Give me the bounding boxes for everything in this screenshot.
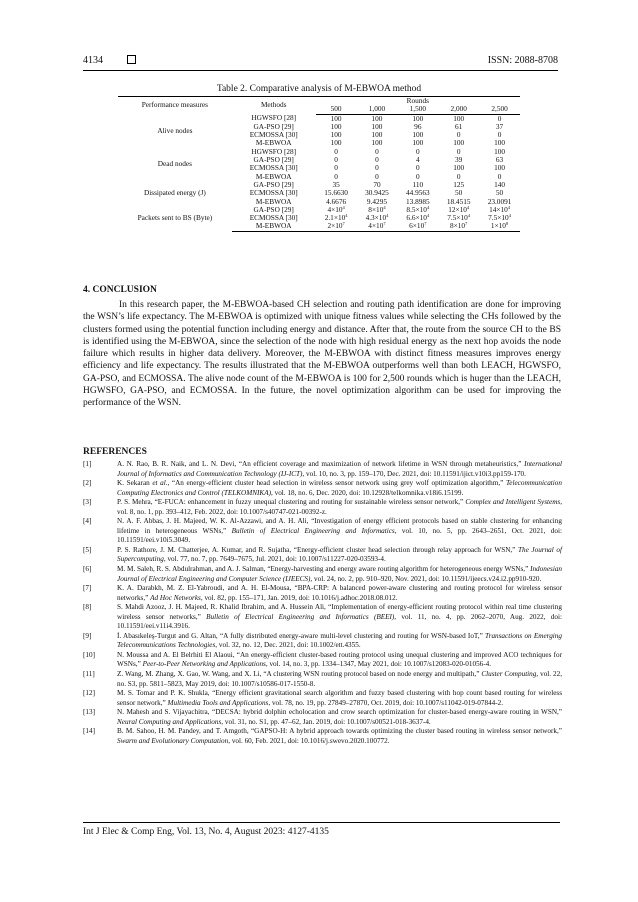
measure-cell: Packets sent to BS (Byte) <box>137 213 213 223</box>
value-mantissa: 4.3×10 <box>365 213 387 223</box>
reference-venue: Cluster Computing <box>481 670 537 679</box>
value-cell <box>479 222 520 231</box>
method-cell: M-EBWOA <box>255 196 292 206</box>
reference-text: K. Sekaran <box>117 479 153 488</box>
reference-details: , vol. 82, pp. 155–171, Jan. 2019, doi: 10.1016/j.adhoc.2018.08.012. <box>200 593 398 602</box>
reference-item <box>83 546 562 565</box>
table-caption: Table 2. Comparative analysis of M-EBWOA method <box>216 84 422 94</box>
value-cell: 125 <box>453 179 465 189</box>
reference-number: [5] <box>83 545 92 554</box>
header-rounds: Rounds <box>316 97 520 106</box>
reference-number: [1] <box>83 460 92 468</box>
value-cell: 23.0091 <box>487 196 512 206</box>
reference-venue: Neural Computing and Applications <box>117 717 222 726</box>
reference-details: , vol. 18, no. 6, Dec. 2020, doi: 10.12928/telkomnika.v18i6.15199. <box>271 488 464 497</box>
value-cell: 0 <box>375 171 379 181</box>
value-cell: 4.6676 <box>326 196 347 206</box>
value-cell: 0 <box>415 171 420 181</box>
reference-details: , vol. 24, no. 2, pp. 910–920, Nov. 2021, doi: 10.11591/ijeecs.v24.i2.pp910-920. <box>310 574 542 583</box>
value-cell: 70 <box>373 179 381 189</box>
value-cell: 96 <box>414 121 422 131</box>
value-cell: 0 <box>334 146 338 156</box>
reference-item <box>83 565 562 584</box>
value-cell: 0 <box>415 146 420 156</box>
reference-details: , vol. 10, no. 5, pp. 2643–2651, Oct. 2021, doi: 10.11591/eei.v10i5.3049. <box>117 526 562 545</box>
reference-details: , vol. 14, no. 3, pp. 1334–1347, May 2021, doi: 10.1007/s12083-020-01056-4. <box>265 660 492 669</box>
value-exponent: 4 <box>342 204 345 210</box>
header-methods: Methods <box>232 97 316 115</box>
method-cell: GA-PSO [29] <box>253 155 294 165</box>
value-cell: 100 <box>330 121 342 131</box>
value-exponent: 4 <box>467 213 471 219</box>
reference-number: [9] <box>83 631 92 640</box>
reference-number: [4] <box>83 517 92 526</box>
value-mantissa: 6×10 <box>409 221 425 231</box>
reference-item <box>83 651 562 670</box>
value-exponent: 7 <box>465 221 468 227</box>
reference-text: İ. Abasıkeleş-Turgut and G. Altan, “A fully distributed energy-aware multi-level clustering and routing for WSN-based IoT,” <box>117 631 486 640</box>
value-cell: 140 <box>494 179 506 189</box>
method-cell: M-EBWOA <box>255 171 292 181</box>
value-cell: 63 <box>495 155 504 165</box>
value-cell: 0 <box>497 130 502 140</box>
method-cell: HGWSFO [28] <box>251 146 297 156</box>
value-cell: 37 <box>495 121 504 131</box>
value-cell: 100 <box>371 113 383 123</box>
value-exponent: 4 <box>508 213 511 219</box>
value-cell <box>316 222 357 231</box>
header-measures: Performance measures <box>118 97 232 115</box>
reference-venue: Ad Hoc Networks <box>150 593 201 602</box>
value-mantissa: 8.5×10 <box>406 204 427 214</box>
header-round-1500: 1,500 <box>397 105 438 114</box>
value-cell: 100 <box>412 130 424 140</box>
method-cell: ECMOSSA [30] <box>249 213 298 223</box>
reference-text: S. Mahdi Azooz, J. H. Majeed, R. Khalid Ibrahim, and A. Hussein Ali, “Implementation of energy-efficient routing protocol within real time clustering wireless sensor networks,” <box>117 603 562 621</box>
reference-text: B. M. Sahoo, H. M. Pandey, and T. Amgoth, “GAPSO-H: A hybrid approach towards optimizing the cluster based routing in wireless sensor network,” <box>117 727 562 736</box>
reference-item <box>83 498 562 517</box>
reference-details: , vol. 11, no. 4, pp. 2062–2070, Aug. 2022, doi: 10.11591/eei.v11i4.3916. <box>117 612 562 631</box>
reference-venue: Telecommunication Computing Electronics and Control (TELKOMNIKA) <box>117 479 562 497</box>
header-round-2000: 2,000 <box>438 105 479 114</box>
references-heading: REFERENCES <box>83 447 147 457</box>
reference-item <box>83 517 562 546</box>
value-exponent: 4 <box>507 204 511 210</box>
conclusion-heading: 4. CONCLUSION <box>83 285 157 295</box>
value-cell: 0 <box>497 171 502 181</box>
reference-details: , vol. 78, no. 19, pp. 27849–27870, Oct. 2019, doi: 10.1007/s11042-019-07844-2. <box>268 698 504 707</box>
reference-text: P. S. Mehra, “E-FUCA: enhancement in fuzzy unequal clustering and routing for sustainable wireless sensor network,” <box>117 498 466 507</box>
value-cell: 50 <box>495 188 504 198</box>
value-mantissa: 14×10 <box>489 204 508 214</box>
reference-venue: Peer-to-Peer Networking and Applications <box>142 660 266 669</box>
reference-etal: et al. <box>152 479 168 488</box>
page-number: 4134 <box>83 55 103 66</box>
reference-text: A. N. Rao, B. R. Naik, and L. N. Devi, “An efficient coverage and maximization of network lifetime in WSN through metaheuristics,” <box>117 460 525 468</box>
reference-number: [3] <box>83 498 92 507</box>
value-cell: 100 <box>412 138 424 148</box>
comparison-table <box>118 96 520 232</box>
reference-text: M. M. Saleh, R. S. Abdulrahman, and A. J. Salman, “Energy-harvesting and energy aware routing algorithm for heterogeneous energy WSNs,” <box>117 565 531 574</box>
value-mantissa: 8×10 <box>368 204 384 214</box>
reference-number: [14] <box>83 727 95 736</box>
reference-venue: Bulletin of Electrical Engineering and Informatics (BEEI) <box>206 612 395 621</box>
reference-venue: Indonesian Journal of Electrical Engineering and Computer Science (IJEECS) <box>117 565 563 583</box>
method-cell: M-EBWOA <box>232 222 316 231</box>
value-exponent: 7 <box>383 221 386 227</box>
value-cell <box>357 222 398 231</box>
value-exponent: 7 <box>342 221 345 227</box>
reference-details: , vol. 22, no. S3, pp. 5811–5823, May 2019, doi: 10.1007/s10586-017-1550-8. <box>117 670 562 688</box>
reference-item <box>83 727 562 746</box>
reference-venue: Bulletin of Electrical Engineering and Informatics <box>231 526 395 535</box>
value-cell <box>397 222 438 231</box>
reference-item <box>83 708 562 727</box>
value-cell: 0 <box>334 155 338 165</box>
value-mantissa: 7.5×10 <box>447 213 468 223</box>
reference-venue: Multimedia Tools and Applications <box>167 698 269 707</box>
reference-text: Z. Wang, M. Zhang, X. Gao, W. Wang, and X. Li, “A clustering WSN routing protocol based on node energy and multipath,” <box>117 670 482 679</box>
reference-text: N. Moussa and A. El Belrhiti El Alaoui, “An energy-efficient cluster-based routing protocol using unequal clustering and improved ACO techniques for WSNs,” <box>117 650 562 669</box>
value-cell: 100 <box>330 138 342 148</box>
method-cell: ECMOSSA [30] <box>249 130 298 140</box>
value-exponent: 4 <box>386 213 389 219</box>
reference-text: N. Mahesh and S. Vijayachitra, “DECSA: hybrid dolphin echolocation and crow search optimization for cluster-based energy-aware routing in WSN,” <box>117 708 562 717</box>
value-cell: 100 <box>371 138 383 148</box>
value-cell: 100 <box>494 146 506 156</box>
measure-cell: Dissipated energy (J) <box>143 188 206 198</box>
method-cell: GA-PSO [29] <box>253 179 294 189</box>
issn-label: ISSN: 2088-8708 <box>487 55 558 66</box>
value-cell: 0 <box>375 155 379 165</box>
reference-details: , vol. 10, no. 3, pp. 159–170, Dec. 2021, doi: 10.11591/ijict.v10i3.pp159-170. <box>302 469 526 478</box>
reference-venue: Complex and Intelligent Systems <box>465 498 561 507</box>
reference-details: , vol. 32, no. 12, Dec. 2021, doi: 10.1002/ett.4355. <box>215 641 361 650</box>
value-exponent: 7 <box>424 221 427 227</box>
value-cell: 0 <box>415 163 420 173</box>
reference-number: [11] <box>83 670 95 679</box>
method-cell: M-EBWOA <box>255 138 292 148</box>
value-mantissa: 4×10 <box>368 221 384 231</box>
method-cell: ECMOSSA [30] <box>249 163 298 173</box>
reference-number: [2] <box>83 479 92 488</box>
method-cell: GA-PSO [29] <box>253 121 294 131</box>
value-cell: 50 <box>455 188 463 198</box>
value-cell: 0 <box>456 171 461 181</box>
reference-text: P. S. Rathore, J. M. Chatterjee, A. Kumar, and R. Sujatha, “Energy-efficient cluster head selection through relay approach for WSN,” <box>117 545 518 554</box>
reference-venue: The Journal of Supercomputing <box>117 545 562 564</box>
value-exponent: 4 <box>345 213 348 219</box>
conclusion-paragraph: In this research paper, the M-EBWOA-based CH selection and routing path identification are done for improving the WSN’s life expectancy. The M-EBWOA is optimized with unique fitness values while selecting the CHs followed by the clusters formed using the potential function including energy and distance. After that, the route from the source CH to the BS is identified using the M-EBWOA, since the selection of the node with high residual energy as the next hop avoids the node failure which results in higher data delivery. Moreover, the M-EBWOA with distinct fitness measures improves energy efficiency and life expectancy. The results illustrated that the M-EBWOA outperforms well than both LEACH, HGWSFO, GA-PSO, and ECMOSSA. The alive node count of the M-EBWOA is 100 for 2,500 rounds which is huger than the LEACH, HGWSFO, GA-PSO, and ECMOSSA. In the future, the novel optimization algorithm can be used for improving the performance of the WSN. <box>83 300 561 408</box>
value-mantissa: 6.6×10 <box>406 213 427 223</box>
value-cell: 100 <box>453 113 465 123</box>
page-footer: Int J Elec & Comp Eng, Vol. 13, No. 4, August 2023: 4127-4135 <box>83 822 560 837</box>
reference-text: , “An energy-efficient cluster head selection in wireless sensor network using grey wolf optimization algorithm,” <box>167 479 506 488</box>
value-cell: 100 <box>494 163 506 173</box>
reference-number: [7] <box>83 584 92 593</box>
value-cell: 39 <box>455 155 463 165</box>
reference-number: [10] <box>83 650 95 659</box>
value-mantissa: 2.1×10 <box>324 213 346 223</box>
reference-venue: International Journal of Informatics and Communication Technology (IJ-ICT) <box>117 460 562 478</box>
reference-number: [13] <box>83 708 95 717</box>
value-cell: 100 <box>330 113 342 123</box>
reference-details: , vol. 8, no. 1, pp. 393–412, Feb. 2022, doi: 10.1007/s40747-021-00392-z. <box>117 498 562 516</box>
reference-details: , vol. 77, no. 7, pp. 7649–7675, Jul. 2021, doi: 10.1007/s11227-020-03593-4. <box>163 555 386 564</box>
value-cell: 35 <box>332 179 340 189</box>
value-cell: 100 <box>412 113 424 123</box>
value-cell: 100 <box>330 130 342 140</box>
reference-number: [8] <box>83 603 92 612</box>
measure-cell: Alive nodes <box>157 125 193 135</box>
method-cell: HGWSFO [28] <box>251 113 297 123</box>
value-cell: 0 <box>334 171 338 181</box>
value-exponent: 8 <box>505 221 509 227</box>
reference-item <box>83 603 562 632</box>
reference-item <box>83 460 562 479</box>
value-cell: 0 <box>334 163 338 173</box>
page-header <box>83 52 558 71</box>
table-body <box>118 114 520 231</box>
value-cell: 110 <box>412 179 424 189</box>
header-round-2500: 2,500 <box>479 105 520 114</box>
reference-text: M. S. Tomar and P. K. Shukla, “Energy efficient gravitational search algorithm and fuzzy based clustering with hop count based routing for wireless sensor network,” <box>117 689 562 707</box>
value-cell: 100 <box>371 121 383 131</box>
reference-item <box>83 632 562 651</box>
value-exponent: 4 <box>426 213 430 219</box>
value-exponent: 4 <box>466 204 470 210</box>
measure-cell: Dead nodes <box>157 159 192 169</box>
reference-venue: Transactions on Emerging Telecommunications Technologies <box>117 631 562 650</box>
value-cell: 0 <box>375 146 379 156</box>
reference-item <box>83 689 562 708</box>
value-cell: 61 <box>455 121 463 131</box>
reference-number: [12] <box>83 689 95 698</box>
reference-item <box>83 670 562 689</box>
value-mantissa: 1×10 <box>490 221 506 231</box>
value-mantissa: 2×10 <box>327 221 343 231</box>
value-cell: 100 <box>453 163 465 173</box>
value-cell: 100 <box>453 138 465 148</box>
value-mantissa: 4×10 <box>327 204 343 214</box>
value-exponent: 4 <box>383 204 386 210</box>
value-cell: 0 <box>497 113 502 123</box>
value-cell: 100 <box>494 138 506 148</box>
header-round-1000: 1,000 <box>357 105 398 114</box>
value-cell: 30.9425 <box>365 188 389 198</box>
value-cell: 0 <box>456 130 461 140</box>
header-round-500: 500 <box>316 105 357 114</box>
reference-number: [6] <box>83 565 92 574</box>
references-list <box>83 460 562 746</box>
value-cell <box>438 222 479 231</box>
square-bullet-icon <box>127 55 136 64</box>
value-cell: 0 <box>456 146 461 156</box>
method-cell: ECMOSSA [30] <box>249 188 298 198</box>
value-cell: 13.8985 <box>405 196 430 206</box>
reference-item <box>83 584 562 603</box>
value-mantissa: 12×10 <box>448 204 467 214</box>
method-cell: GA-PSO [29] <box>253 204 294 214</box>
value-cell: 18.4515 <box>446 196 471 206</box>
value-cell: 15.6630 <box>324 188 348 198</box>
reference-text: N. A. F. Abbas, J. H. Majeed, W. K. Al-Azzawi, and A. H. Ali, “Investigation of energy efficient protocols based on stable clustering for enhancing lifetime in heterogeneous WSNs,” <box>117 517 562 535</box>
value-exponent: 4 <box>426 204 430 210</box>
reference-item <box>83 479 562 498</box>
value-cell: 100 <box>371 130 383 140</box>
value-cell: 9.4295 <box>366 196 387 206</box>
reference-details: , vol. 31, no. S1, pp. 47–62, Jan. 2019, doi: 10.1007/s00521-018-3637-4. <box>221 717 431 726</box>
reference-venue: Swarm and Evolutionary Computation <box>117 736 229 745</box>
value-cell: 0 <box>375 163 379 173</box>
reference-text: K. A. Darabkh, M. Z. El-Yabroudi, and A. H. El-Mousa, “BPA-CRP: A balanced power-aware clustering and routing protocol for wireless sensor networks,” <box>117 584 562 602</box>
value-cell: 44.9563 <box>405 188 430 198</box>
reference-details: , vol. 60, Feb. 2021, doi: 10.1016/j.swevo.2020.100772. <box>228 736 390 745</box>
value-cell: 4 <box>415 155 420 165</box>
value-mantissa: 7.5×10 <box>488 213 509 223</box>
value-mantissa: 8×10 <box>450 221 466 231</box>
